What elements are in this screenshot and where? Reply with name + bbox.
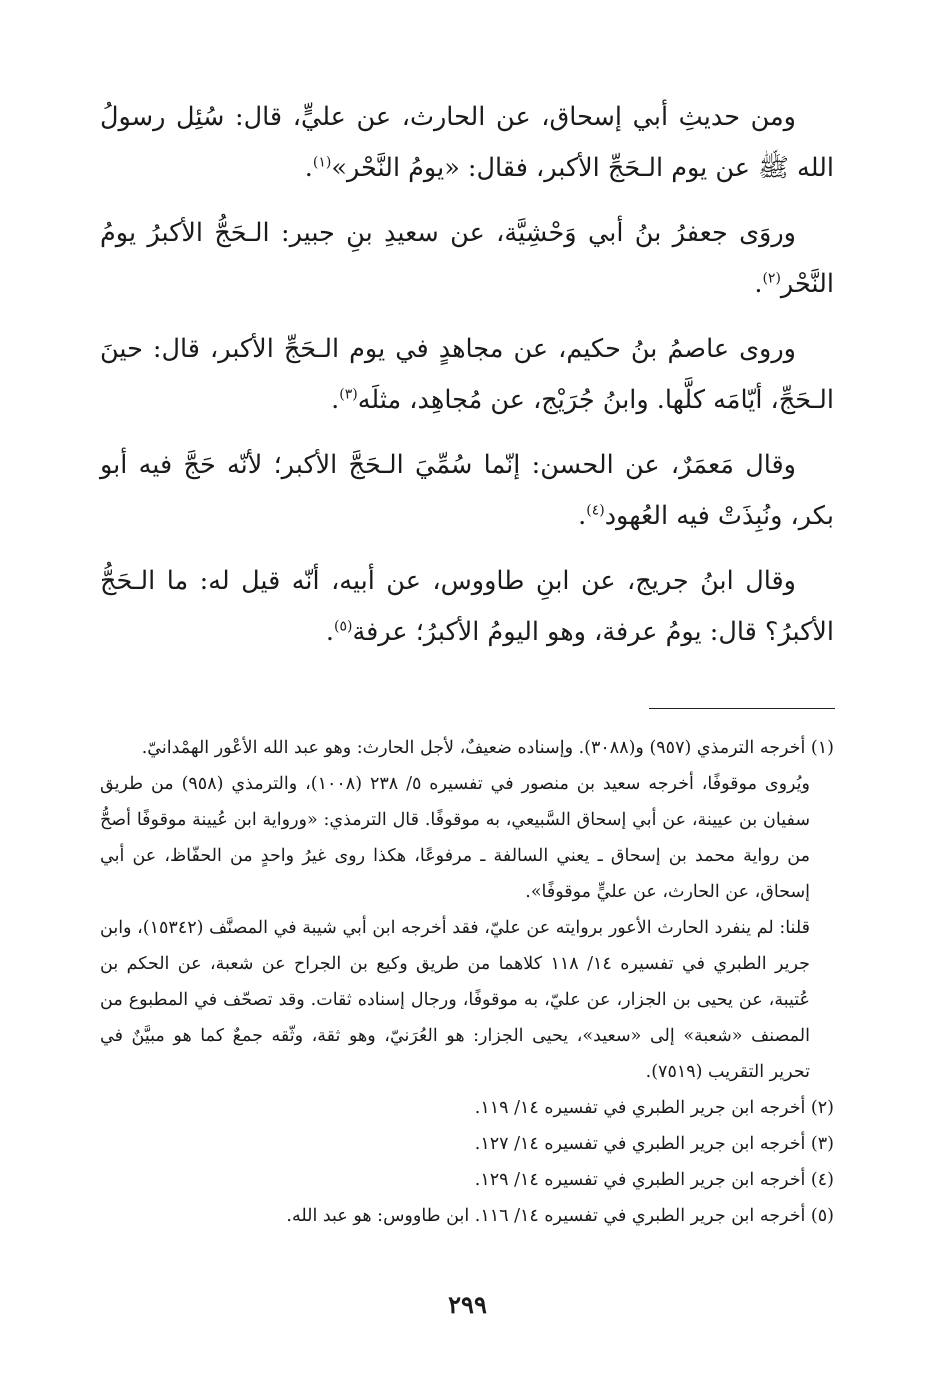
paragraph <box>100 92 834 194</box>
paragraph <box>100 324 834 426</box>
paragraph-text: وقال ابنُ جريج، عن ابنِ طاووس، عن أبيه، أنّه قيل له: ما الـحَجُّ الأكبرُ؟ قال: يومُ عرفة، وهو اليومُ الأكبرُ؛ عرفة <box>100 566 834 647</box>
footnote-ref: (٥) <box>333 618 353 635</box>
paragraph <box>100 440 834 542</box>
paragraph <box>100 556 834 658</box>
paragraph-text: ومن حديثِ أبي إسحاق، عن الحارث، عن عليٍّ، قال: سُئِل رسولُ الله ﷺ عن يوم الـحَجِّ الأكبر، فقال: «يومُ النَّحْر» <box>100 102 834 183</box>
footnote-ref: (٣) <box>339 386 358 403</box>
footnote: (٤) أخرجه ابن جرير الطبري في تفسيره ١٤/ ١٢٩. <box>474 1170 834 1190</box>
footnote-ref: (٢) <box>762 270 781 287</box>
footnote: (١) أخرجه الترمذي (٩٥٧) و(٣٠٨٨). وإسناده ضعيفٌ، لأجل الحارث: وهو عبد الله الأعْور الهمْدانيّ. <box>141 738 834 758</box>
paragraph-end: . <box>325 617 334 647</box>
footnote-ref: (١) <box>312 154 332 171</box>
main-text <box>100 92 834 658</box>
page-number: ٢٩٩ <box>448 1290 487 1319</box>
paragraph-text: وروى عاصمُ بنُ حكيم، عن مجاهدٍ في يوم الـحَجِّ الأكبر، قال: حينَ الـحَجِّ، أيّامَه كلَّها. وابنُ جُرَيْج، عن مُجاهِد، مثلَه <box>100 334 834 415</box>
footnote: (٢) أخرجه ابن جرير الطبري في تفسيره ١٤/ ١١٩. <box>474 1098 834 1118</box>
paragraph-end: . <box>578 501 587 531</box>
footnotes <box>100 730 834 1234</box>
footnote: (٥) أخرجه ابن جرير الطبري في تفسيره ١٤/ ١١٦. ابن طاووس: هو عبد الله. <box>286 1206 834 1226</box>
paragraph <box>100 208 834 310</box>
footnote-ref: (٤) <box>586 502 605 519</box>
paragraph-end: . <box>754 269 763 299</box>
paragraph-end: . <box>304 153 313 183</box>
footnote-continuation: ويُروى موقوفًا، أخرجه سعيد بن منصور في تفسيره ٥/ ٢٣٨ (١٠٠٨)، والترمذي (٩٥٨) من طريق سفيان بن عيينة، عن أبي إسحاق السَّبيعي، به موقوفًا. قال الترمذي: «ورواية ابن عُيينة موقوفًا أصحُّ من رواية محمد بن إسحاق ـ يعني السالفة ـ مرفوعًا، هكذا روى غيرُ واحدٍ من الحفّاظ، عن أبي إسحاق، عن الحارث، عن عليٍّ موقوفًا». <box>100 774 810 902</box>
paragraph-end: . <box>331 385 340 415</box>
paragraph-text: وروَى جعفرُ بنُ أبي وَحْشِيَّة، عن سعيدِ بنِ جبير: الـحَجُّ الأكبرُ يومُ النَّحْر <box>100 218 834 299</box>
footnote-continuation: قلنا: لم ينفرد الحارث الأعور بروايته عن عليّ، فقد أخرجه ابن أبي شيبة في المصنَّف (١٥٣٤٢)، وابن جرير الطبري في تفسيره ١٤/ ١١٨ كلاهما من طريق وكيع بن الجراح عن شعبة، عن الحكم بن عُتيبة، عن يحيى بن الجزار، عن عليّ، به موقوفًا، ورجال إسناده ثقات. وقد تصحّف في المطبوع من المصنف «شعبة» إلى «سعيد»، يحيى الجزار: هو العُرَنيّ، وهو ثقة، وثّقه جمعٌ كما هو مبيَّنٌ في تحرير التقريب (٧٥١٩). <box>100 918 810 1082</box>
footnote: (٣) أخرجه ابن جرير الطبري في تفسيره ١٤/ ١٢٧. <box>474 1134 834 1154</box>
footnote-separator <box>649 708 835 709</box>
paragraph-text: وقال مَعمَرٌ، عن الحسن: إنّما سُمِّيَ الـحَجَّ الأكبر؛ لأنّه حَجَّ فيه أبو بكر، ونُبِذَتْ فيه العُهود <box>100 450 834 531</box>
